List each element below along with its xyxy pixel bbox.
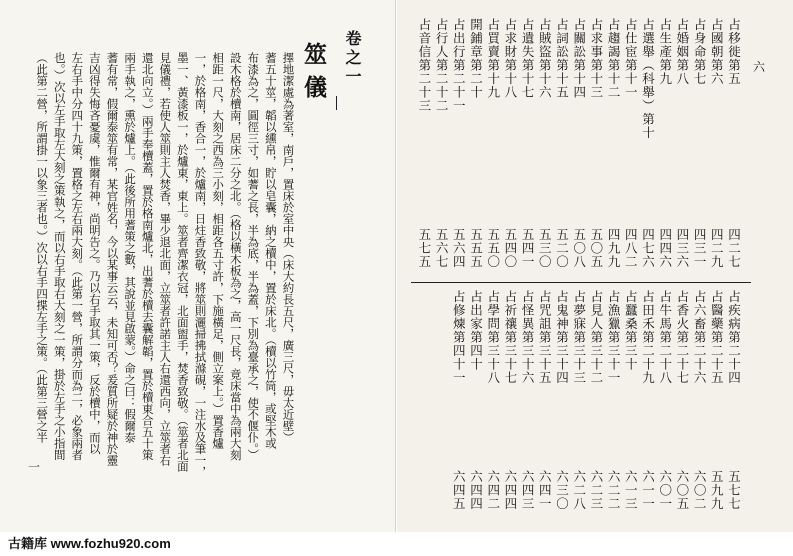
toc-entry-label: 占趨謁第十二 — [606, 18, 622, 99]
toc-entry-label: 占田禾第二十九 — [640, 290, 656, 385]
body-column: 見儀禮，若使人筮則主人焚香，畢少退北面，立筮者許諾主人右還西向，立筮者右 — [158, 52, 173, 466]
toc-entry-label: 占婚姻第八 — [674, 18, 690, 86]
toc-entry-page: 四九九 — [606, 228, 622, 269]
toc-entry-page: 六四四 — [502, 470, 518, 511]
toc-entry-label: 占求財第十八 — [502, 18, 518, 99]
toc-entry-label: 占夢寐第三十三 — [571, 290, 587, 385]
toc-entry-page: 五二〇 — [554, 228, 570, 269]
toc-entry-label: 占漁獵第三十一 — [606, 290, 622, 385]
toc-entry-label: 占學問第三十八 — [485, 290, 501, 385]
toc-entry-page: 六一一 — [640, 470, 656, 511]
toc-entry-label: 占疾病第二十四 — [726, 290, 742, 385]
toc-entry-page: 五四一 — [520, 228, 536, 269]
toc-entry-label: 占國朝第六 — [709, 18, 725, 86]
toc-entry-page: 五七五 — [416, 228, 432, 269]
toc-entry-label: 占醫藥第二十五 — [709, 290, 725, 385]
body-column: 兩手執之，熏於爐上。（此後所用蓍策之數，其說並見啟蒙。）命之曰：假爾泰 — [123, 52, 138, 443]
toc-entry-label: 開鋪章第二十 — [468, 18, 484, 99]
toc-entry-page: 六一三 — [623, 470, 639, 511]
body-column: 蓍五十莖，韜以纁帛，貯以皂囊，納之櫝中，置於床北。（櫝以竹筒，或堅木或 — [263, 52, 278, 449]
toc-entry-page: 六三〇 — [554, 470, 570, 511]
toc-entry-label: 占仕宦第十一 — [623, 18, 639, 99]
toc-entry-page: 五五〇 — [485, 228, 501, 269]
left-page-number: 一 — [28, 460, 41, 474]
body-column: 吉凶得失悔吝憂虞，惟爾有神，尚明告之。乃以右手取其一策，反於櫝中，而以 — [87, 52, 102, 455]
right-page — [397, 0, 793, 556]
toc-entry-page: 六〇二 — [692, 470, 708, 511]
toc-entry-page: 五六四 — [451, 228, 467, 269]
body-column: 布漆為之，圓徑三寸，如蓍之長，半為底，半為蓋，下別為臺承之，使不偃仆。） — [246, 52, 261, 461]
toc-entry-page: 六四五 — [451, 470, 467, 511]
right-page-number: 六 — [753, 60, 766, 74]
toc-entry-label: 占鬼神第三十四 — [554, 290, 570, 385]
header-rule — [336, 96, 337, 110]
toc-entry-page: 五〇五 — [588, 228, 604, 269]
toc-entry-page: 六二三 — [588, 470, 604, 511]
toc-entry-page: 四三一 — [692, 228, 708, 269]
toc-entry-label: 占關訟第十四 — [571, 18, 587, 99]
toc-entry-page: 四三六 — [674, 228, 690, 269]
toc-entry-label: 占怪異第三十六 — [520, 290, 536, 385]
toc-entry-label: 占求事第十三 — [588, 18, 604, 99]
toc-entry-page: 五三〇 — [537, 228, 553, 269]
toc-entry-label: 占咒詛第三十五 — [537, 290, 553, 385]
toc-entry-page: 六二八 — [571, 470, 587, 511]
toc-entry-label: 占買賣第十九 — [485, 18, 501, 99]
toc-entry-label: 占詞訟第十五 — [554, 18, 570, 99]
toc-entry-label: 占移徙第五 — [726, 18, 742, 86]
toc-entry-page: 六二二 — [606, 470, 622, 511]
body-column: 還北向立。）兩手奉櫝蓋，置於格南爐北，出蓍於櫝去囊解韜，置於櫝東合五十策 — [140, 52, 155, 461]
toc-entry-label: 占牛馬第二十八 — [657, 290, 673, 385]
toc-entry-page: 五五五 — [468, 228, 484, 269]
toc-entry-page: 五四〇 — [502, 228, 518, 269]
toc-entry-page: 五〇八 — [571, 228, 587, 269]
toc-entry-label: 占遺失第十七 — [520, 18, 536, 99]
toc-entry-page: 四二七 — [726, 228, 742, 269]
toc-entry-label: 占選舉（科舉）第十 — [640, 18, 656, 140]
toc-entry-page: 四八二 — [623, 228, 639, 269]
toc-entry-label: 占身命第七 — [692, 18, 708, 86]
body-column: 左右手中分四十九策，置格之左右兩大刻。（此第一營，所謂分而為二，必象兩者 — [70, 52, 85, 461]
toc-entry-label: 占蠶桑第三十 — [623, 290, 639, 371]
toc-entry-label: 占出行第二十一 — [451, 18, 467, 113]
toc-entry-label: 占六畜第二十六 — [692, 290, 708, 385]
toc-entry-label: 占賊盜第十六 — [537, 18, 553, 99]
toc-entry-page: 四四六 — [657, 228, 673, 269]
watermark-banner: 古籍库 www.fozhu920.com — [0, 532, 793, 556]
body-column: 蓍有常，假爾泰筮有常，某官姓名，今以某事云云，未知可否？爰質所疑於神於靈 — [105, 52, 120, 466]
toc-entry-page: 六四二 — [485, 470, 501, 511]
body-column: 設木格於櫝南，居床二分之北。（格以橫木板為之，高一尺長，竟床當中為兩大刻 — [228, 52, 243, 461]
left-page — [0, 0, 396, 556]
toc-entry-page: 四二九 — [709, 228, 725, 269]
toc-entry-page: 六〇五 — [674, 470, 690, 511]
body-column: （此第二營，所謂掛一以象三者也。）次以右手四揲左手之策。（此第三營之半 — [35, 52, 50, 443]
toc-entry-label: 占祈禳第三十七 — [502, 290, 518, 385]
toc-entry-label: 占音信第二十三 — [416, 18, 432, 113]
toc-entry-page: 六四一 — [537, 470, 553, 511]
body-column: 擇地潔處為著室，南戶，置床於室中央（床大約長五尺，廣三尺，毋太近壁） — [281, 52, 296, 443]
toc-entry-label: 占出家第四十 — [468, 290, 484, 371]
toc-entry-label: 占香火第二十七 — [674, 290, 690, 385]
toc-entry-page: 六四三 — [520, 470, 536, 511]
toc-entry-label: 占見人第三十二 — [588, 290, 604, 385]
body-column: 墨一、黃漆板一，於爐東，東上。筮者齊潔衣冠，北面盥手，焚香致敬。（筮者北面 — [175, 52, 190, 472]
section-divider — [411, 282, 751, 283]
toc-entry-page: 五六七 — [434, 228, 450, 269]
toc-entry-page: 四七六 — [640, 228, 656, 269]
section-title: 筮儀 — [300, 42, 327, 108]
body-column: 相距一尺，大刻之西為三小刻，相距各五寸許，下施橫足，側立案上。）置香爐 — [211, 52, 226, 449]
body-column: 也。）次以左手取左大刻之策執之，而以右手取右大刻之一策，掛於左手之小指間 — [52, 52, 67, 461]
body-column: 一，於格南，香合一，於爐南，日炷香致敬，將筮則灑掃拂拭滌硯，一注水及筆一， — [193, 52, 208, 478]
toc-entry-label: 占生產第九 — [657, 18, 673, 86]
toc-entry-label: 占修煉第四十一 — [451, 290, 467, 385]
toc-entry-label: 占行人第二十二 — [434, 18, 450, 113]
toc-entry-page: 五七七 — [726, 470, 742, 511]
chapter-header: 卷之一 — [343, 30, 362, 87]
toc-entry-page: 六〇一 — [657, 470, 673, 511]
toc-entry-page: 五九九 — [709, 470, 725, 511]
toc-entry-page: 六四四 — [468, 470, 484, 511]
